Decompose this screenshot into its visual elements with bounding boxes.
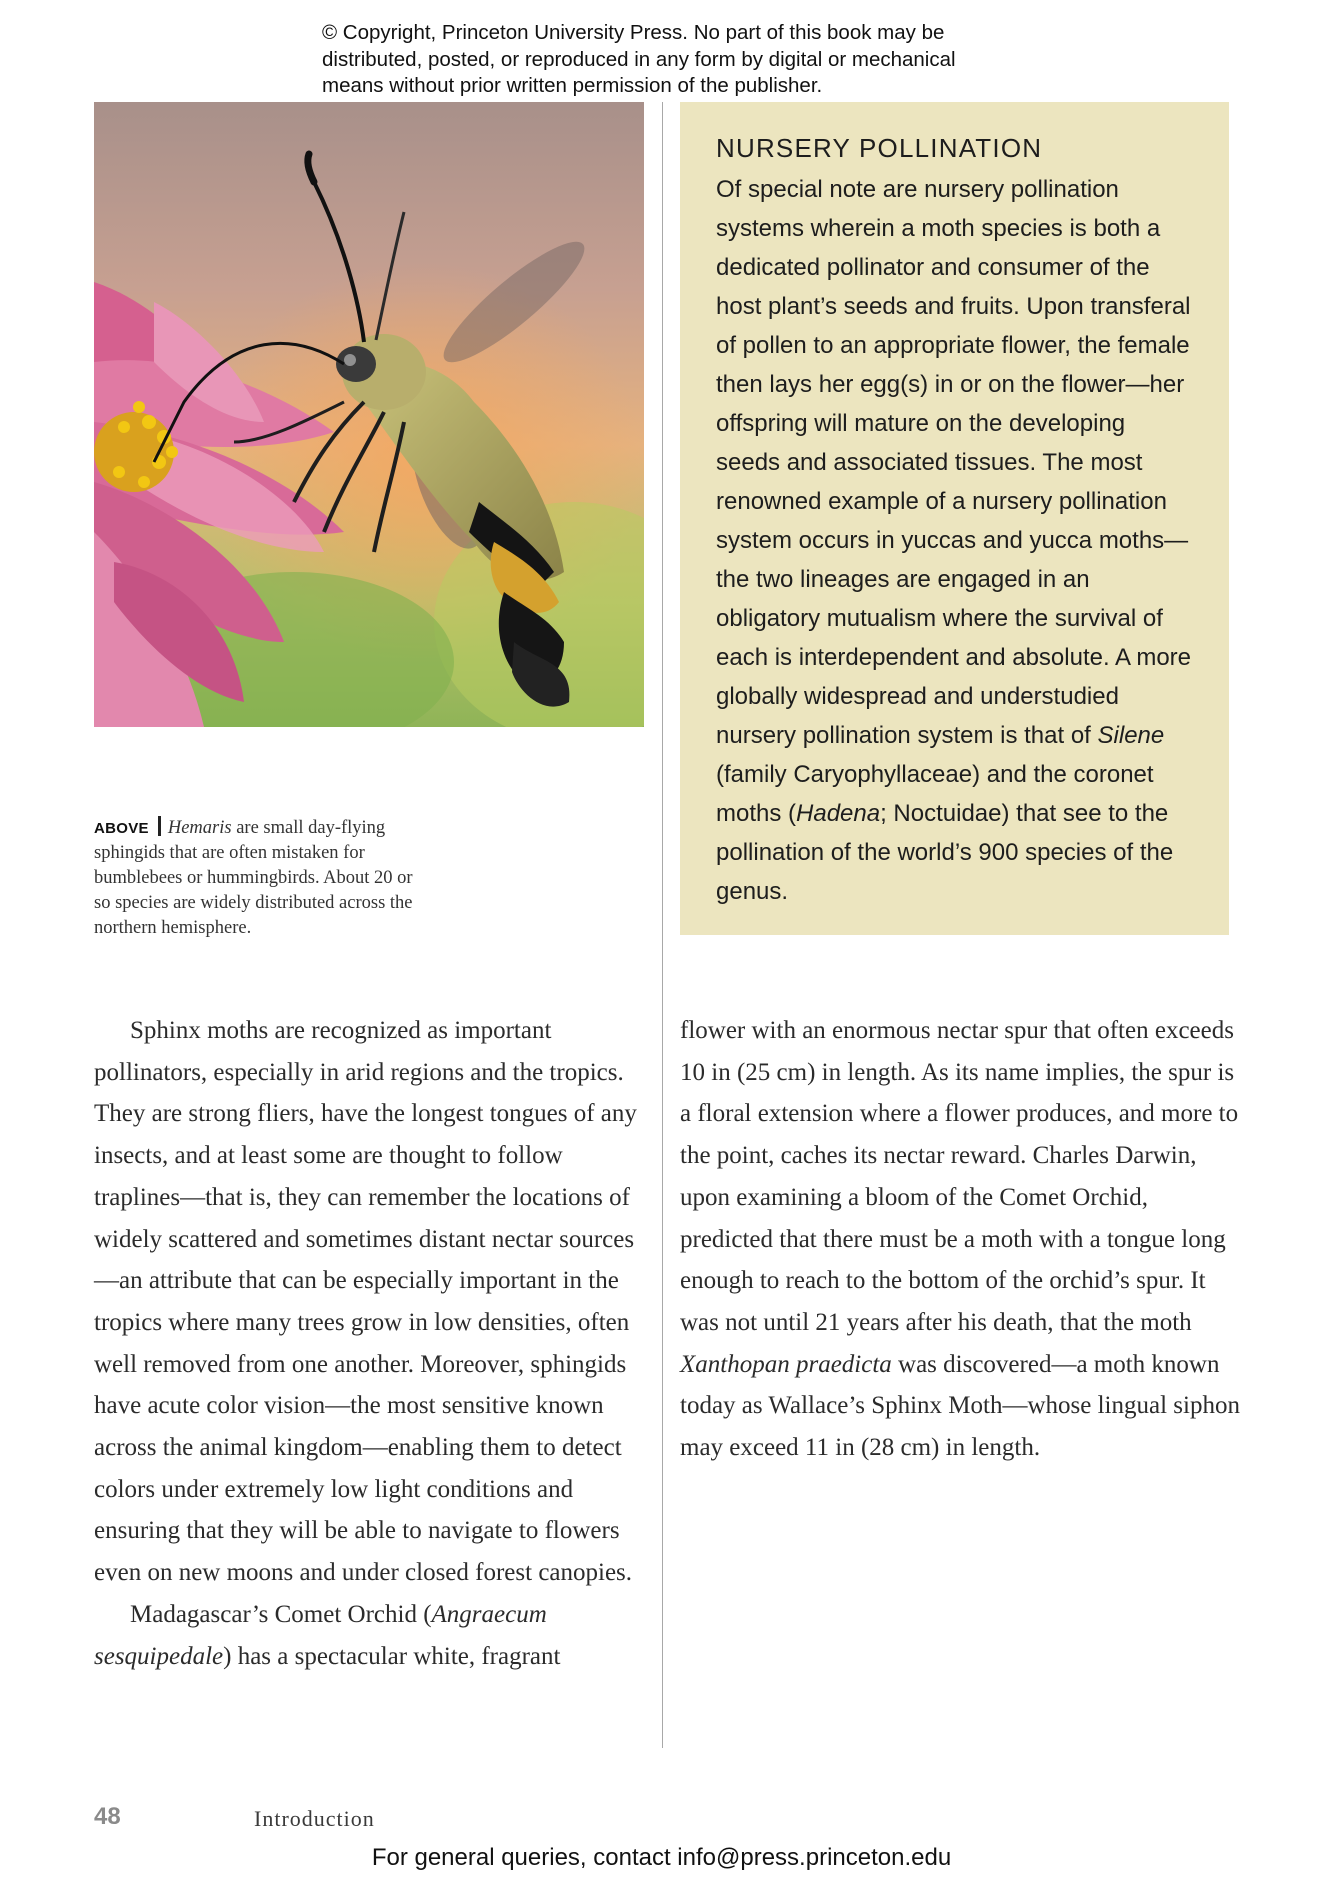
body-paragraph: Sphinx moths are recognized as important pollinators, especially in arid regions and the tropics. They are strong fliers, have the longest tongues of any insects, and at least some are thought to follow traplines—that is, they can remember the locations of widely scattered and sometimes distant nectar sources—an attribute that can be especially important in the tropics where many trees grow in low densities, often well removed from one another. Moreover, sphingids have acute color vision—the most sensitive known across the animal kingdom—enabling them to detect colors under extremely low light conditions and ensuring that they will be able to navigate to flowers even on new moons and under closed forest canopies.	[94, 1017, 637, 1587]
caption-separator	[158, 816, 161, 836]
sidebar-title: NURSERY POLLINATION	[716, 133, 1043, 163]
copyright-notice	[322, 20, 1042, 100]
photo-caption	[94, 816, 424, 941]
nursery-pollination-sidebar	[680, 102, 1229, 935]
copyright-line: distributed, posted, or reproduced in any form by digital or mechanical	[322, 47, 956, 71]
body-paragraph: flower with an enormous nectar spur that often exceeds 10 in (25 cm) in length. As its name implies, the spur is a floral extension where a flower produces, and more to the point, caches its nectar reward. Charles Darwin, upon examining a bloom of the Comet Orchid, predicted that there must be a moth with a tongue long enough to reach to the bottom of the orchid’s spur. It was not until 21 years after his death, that the moth Xanthopan praedicta was discovered—a moth known today as Wallace’s Sphinx Moth—whose lingual siphon may exceed 11 in (28 cm) in length.	[680, 1017, 1240, 1462]
column-divider	[662, 102, 663, 1748]
body-paragraph: Madagascar’s Comet Orchid (Angraecum sesquipedale) has a spectacular white, fragrant	[94, 1600, 561, 1670]
copyright-line: means without prior written permission of the publisher.	[322, 74, 823, 97]
body-column-right	[680, 1010, 1240, 1469]
hawk-moth-photo	[94, 102, 644, 727]
caption-text: are small day-flying sphingids that are often mistaken for bumblebees or hummingbirds. About 20 or so species are widely distributed across the northern hemisphere.	[94, 818, 413, 938]
page-number: 48	[94, 1803, 121, 1830]
contact-line: For general queries, contact info@press.princeton.edu	[371, 1844, 952, 1871]
caption-label: ABOVE	[94, 820, 149, 837]
running-footer-section: Introduction	[254, 1806, 375, 1831]
copyright-line: © Copyright, Princeton University Press. No part of this book may be	[322, 21, 945, 44]
body-column-left	[94, 1010, 646, 1677]
caption-genus: Hemaris	[167, 818, 232, 838]
sidebar-paragraph: Of special note are nursery pollination systems wherein a moth species is both a dedicated pollinator and consumer of the host plant’s seeds and fruits. Upon transferal of pollen to an appropriate flower, the female then lays her egg(s) in or on the flower—her offspring will mature on the developing seeds and associated tissues. The most renowned example of a nursery pollination system occurs in yuccas and yucca moths—the two lineages are engaged in an obligatory mutualism where the survival of each is interdependent and absolute. A more globally widespread and understudied nursery pollination system is that of Silene (family Caryophyllaceae) and the coronet moths (Hadena; Noctuidae) that see to the pollination of the world’s 900 species of the genus.	[716, 176, 1192, 905]
